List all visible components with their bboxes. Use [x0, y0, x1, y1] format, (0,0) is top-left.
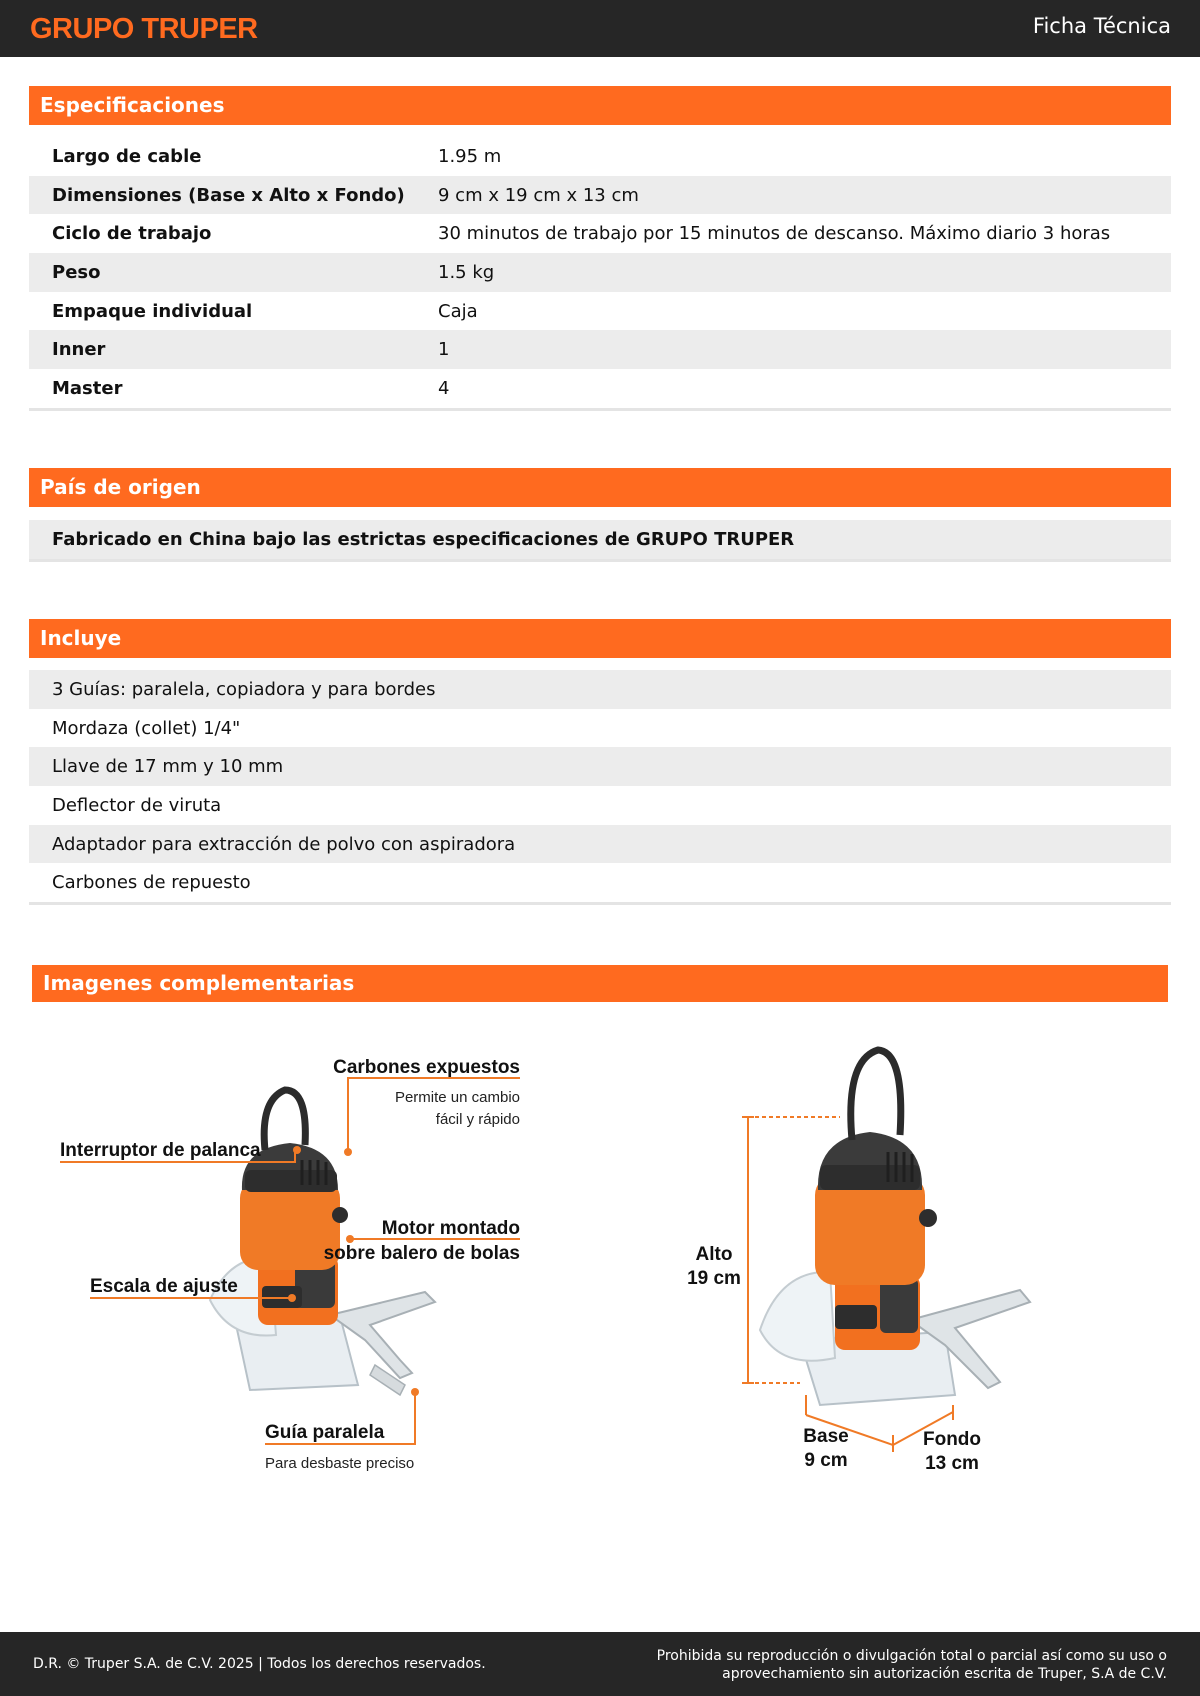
callout-motor-2: sobre balero de bolas	[323, 1243, 520, 1264]
callout-guia-sub: Para desbaste preciso	[265, 1455, 415, 1472]
list-item	[29, 863, 1171, 902]
list-item	[29, 747, 1171, 786]
dim-alto-label: Alto	[695, 1244, 733, 1265]
table-row	[29, 253, 1171, 292]
list-item	[29, 786, 1171, 825]
spec-value: 30 minutos de trabajo por 15 minutos de descanso. Máximo diario 3 horas	[438, 223, 1111, 245]
includes-list	[29, 670, 1171, 905]
dim-fondo-label: Fondo	[922, 1429, 982, 1450]
callout-carbones-sub1: Permite un cambio	[394, 1089, 520, 1106]
brand-logo: GRUPO TRUPER	[30, 13, 258, 45]
footer-disclaimer-line-2: aprovechamiento sin autorización escrita de Truper, S.A de C.V.	[722, 1666, 1167, 1682]
footer-disclaimer	[607, 1647, 1167, 1683]
product-images	[40, 1040, 1160, 1490]
table-row	[29, 176, 1171, 215]
top-bar	[0, 0, 1200, 57]
spec-value: 1.5 kg	[438, 261, 495, 283]
include-text: Adaptador para extracción de polvo con aspiradora	[52, 833, 516, 855]
spec-label: Inner	[52, 339, 106, 361]
spec-label: Ciclo de trabajo	[52, 223, 212, 245]
callout-interruptor: Interruptor de palanca	[60, 1140, 261, 1161]
specs-heading: Especificaciones	[29, 86, 1171, 125]
router-illustration-left	[60, 1057, 520, 1472]
include-text: Mordaza (collet) 1/4"	[52, 717, 241, 739]
table-row	[29, 292, 1171, 331]
include-text: Carbones de repuesto	[52, 872, 251, 894]
list-item	[29, 709, 1171, 748]
include-text: 3 Guías: paralela, copiadora y para bordes	[52, 678, 436, 700]
spec-value: 9 cm x 19 cm x 13 cm	[438, 184, 639, 206]
callout-carbones-sub2: fácil y rápido	[435, 1111, 520, 1128]
spec-label: Master	[52, 377, 123, 399]
footer	[0, 1632, 1200, 1696]
spec-label: Largo de cable	[52, 145, 202, 167]
table-row	[29, 214, 1171, 253]
origin-text: Fabricado en China bajo las estrictas especificaciones de GRUPO TRUPER	[52, 528, 795, 550]
origin-table	[29, 520, 1171, 562]
footer-copyright: D.R. © Truper S.A. de C.V. 2025 | Todos los derechos reservados.	[33, 1656, 486, 1672]
dim-alto-value: 19 cm	[687, 1268, 741, 1289]
callout-carbones: Carbones expuestos	[333, 1057, 520, 1078]
spec-value: 1	[438, 339, 450, 361]
callout-guia: Guía paralela	[265, 1422, 385, 1443]
include-text: Llave de 17 mm y 10 mm	[52, 756, 284, 778]
document-type: Ficha Técnica	[1032, 14, 1171, 38]
list-item	[29, 670, 1171, 709]
includes-heading: Incluye	[29, 619, 1171, 658]
spec-label: Empaque individual	[52, 300, 253, 322]
spec-label: Dimensiones (Base x Alto x Fondo)	[52, 184, 405, 206]
spec-value: Caja	[438, 300, 478, 322]
table-row	[29, 369, 1171, 408]
list-item	[29, 825, 1171, 864]
callout-motor-1: Motor montado	[381, 1218, 520, 1239]
dim-fondo-value: 13 cm	[925, 1453, 979, 1474]
spec-value: 4	[438, 377, 450, 399]
spec-value: 1.95 m	[438, 145, 502, 167]
include-text: Deflector de viruta	[52, 794, 222, 816]
callout-escala: Escala de ajuste	[90, 1276, 238, 1297]
spec-label: Peso	[52, 261, 101, 283]
specs-table	[29, 137, 1171, 411]
table-row	[29, 137, 1171, 176]
dim-base-value: 9 cm	[804, 1450, 848, 1471]
images-heading: Imagenes complementarias	[32, 965, 1168, 1002]
table-row	[29, 330, 1171, 369]
dim-base-label: Base	[803, 1426, 849, 1447]
table-row	[29, 520, 1171, 559]
footer-disclaimer-line-1: Prohibida su reproducción o divulgación total o parcial así como su uso o	[656, 1648, 1167, 1664]
router-illustration-right	[687, 1050, 1030, 1474]
origin-heading: País de origen	[29, 468, 1171, 507]
